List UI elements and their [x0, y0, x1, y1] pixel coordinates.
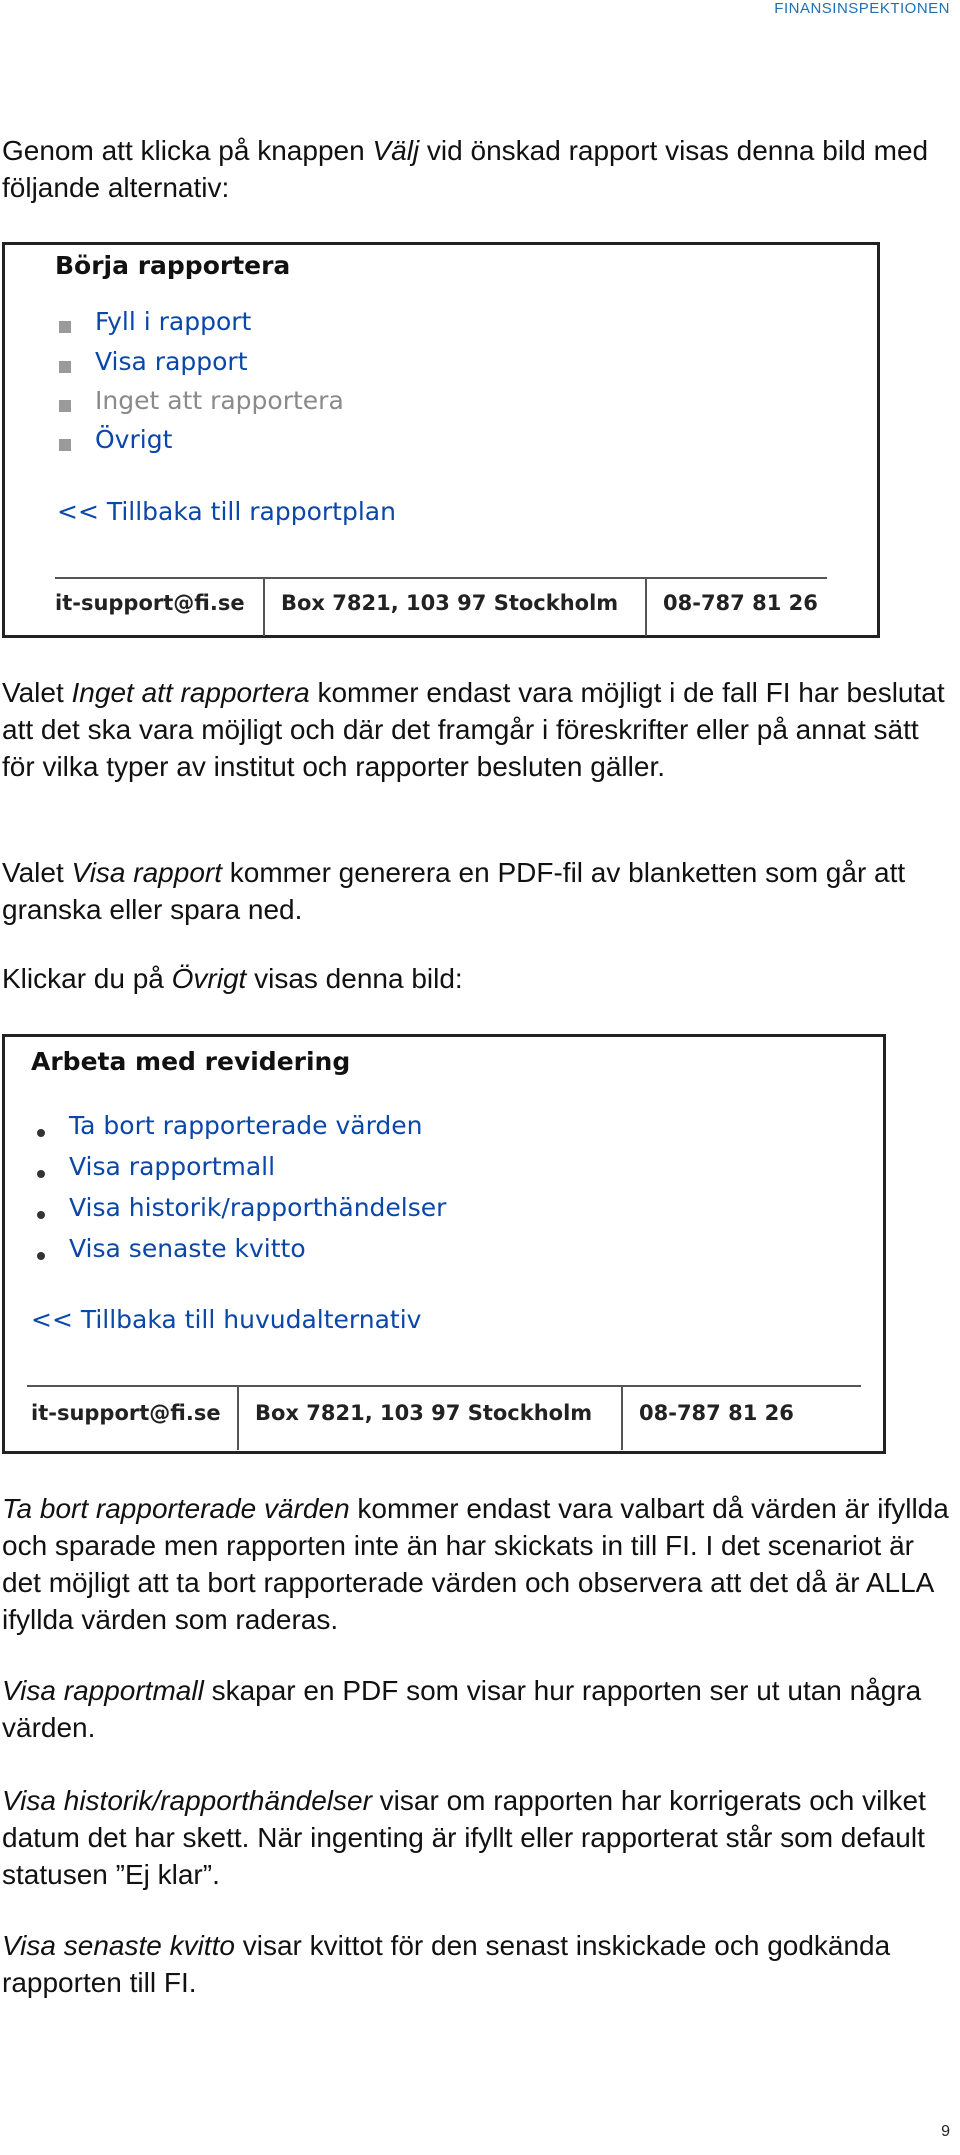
option-ta-bort-rapporterade-varden[interactable]: Ta bort rapporterade värden — [69, 1111, 423, 1140]
bullet-square-icon — [59, 400, 71, 412]
paragraph-historik — [2, 1782, 952, 1893]
footer-address: Box 7821, 103 97 Stockholm — [281, 591, 619, 615]
footer-separator — [237, 1386, 239, 1450]
footer-separator — [263, 578, 265, 636]
bullet-dot-icon — [37, 1211, 45, 1219]
bullet-square-icon — [59, 321, 71, 333]
back-to-huvudalternativ-link[interactable]: << Tillbaka till huvudalternativ — [31, 1305, 422, 1334]
paragraph-kvitto — [2, 1927, 952, 2001]
footer-phone: 08-787 81 26 — [663, 591, 818, 615]
footer-divider — [55, 577, 827, 579]
bullet-square-icon — [59, 361, 71, 373]
paragraph-text: visar om rapporten har korrigerats och vilket datum det har skett. När ingenting är ifyllt eller rapporterat står som default statusen ”Ej klar”. — [2, 1785, 926, 1890]
option-fyll-i-rapport[interactable]: Fyll i rapport — [95, 307, 252, 336]
paragraph-visa-rapport — [2, 854, 952, 928]
option-visa-historik[interactable]: Visa historik/rapporthändelser — [69, 1193, 447, 1222]
paragraph-text: Valet — [2, 857, 72, 888]
option-inget-att-rapportera: Inget att rapportera — [95, 386, 344, 415]
paragraph-emphasis: Övrigt — [171, 963, 247, 994]
paragraph-text: visas denna bild: — [246, 963, 463, 994]
back-to-rapportplan-link[interactable]: << Tillbaka till rapportplan — [57, 497, 396, 526]
intro-text-pre: Genom att klicka på knappen — [2, 135, 373, 166]
bullet-dot-icon — [37, 1170, 45, 1178]
paragraph-emphasis: Ta bort rapporterade värden — [2, 1493, 350, 1524]
paragraph-text: Valet — [2, 677, 72, 708]
footer-separator — [621, 1386, 623, 1450]
intro-paragraph — [2, 132, 952, 206]
screenshot2-title: Arbeta med revidering — [31, 1047, 351, 1076]
bullet-square-icon — [59, 439, 71, 451]
paragraph-emphasis: Visa historik/rapporthändelser — [2, 1785, 372, 1816]
paragraph-text: kommer generera en PDF-fil av blanketten som går att granska eller spara ned. — [2, 857, 906, 925]
footer-divider — [27, 1385, 861, 1387]
footer-email[interactable]: it-support@fi.se — [31, 1401, 221, 1425]
paragraph-text: visar kvittot för den senast inskickade och godkända rapporten till FI. — [2, 1930, 891, 1998]
paragraph-emphasis: Inget att rapportera — [71, 677, 310, 708]
screenshot1-title: Börja rapportera — [55, 251, 291, 280]
bullet-dot-icon — [37, 1252, 45, 1260]
paragraph-text: kommer endast vara möjligt i de fall FI har beslutat att det ska vara möjligt och där det framgår i föreskrifter eller på annat sätt för vilka typer av institut och rapporter besluten gäller. — [2, 677, 945, 782]
intro-text-post: vid önskad rapport visas denna bild med följande alternativ: — [2, 135, 929, 203]
paragraph-emphasis: Visa rapport — [71, 857, 222, 888]
page-number: 9 — [941, 2123, 950, 2140]
option-visa-rapportmall[interactable]: Visa rapportmall — [69, 1152, 276, 1181]
header-org: FINANSINSPEKTIONEN — [774, 0, 950, 17]
paragraph-text: kommer endast vara valbart då värden är ifyllda och sparade men rapporten inte än har skickats in till FI. I det scenariot är det möjligt att ta bort rapporterade värden och observera att det då är ALLA ifyllda värden som raderas. — [2, 1493, 949, 1635]
footer-phone: 08-787 81 26 — [639, 1401, 794, 1425]
option-ovrigt[interactable]: Övrigt — [95, 425, 173, 454]
screenshot-arbeta-med-revidering — [2, 1034, 886, 1454]
bullet-dot-icon — [37, 1129, 45, 1137]
screenshot-borja-rapportera — [2, 242, 880, 638]
paragraph-text: Klickar du på — [2, 963, 172, 994]
paragraph-klickar-ovrigt — [2, 960, 952, 997]
paragraph-inget-att-rapportera — [2, 674, 952, 785]
footer-email[interactable]: it-support@fi.se — [55, 591, 245, 615]
paragraph-rapportmall — [2, 1672, 952, 1746]
intro-emphasis: Välj — [372, 135, 420, 166]
paragraph-emphasis: Visa senaste kvitto — [2, 1930, 235, 1961]
footer-separator — [645, 578, 647, 636]
paragraph-text: skapar en PDF som visar hur rapporten ser ut utan några värden. — [2, 1675, 922, 1743]
footer-address: Box 7821, 103 97 Stockholm — [255, 1401, 593, 1425]
paragraph-emphasis: Visa rapportmall — [2, 1675, 204, 1706]
paragraph-ta-bort — [2, 1490, 952, 1638]
option-visa-rapport[interactable]: Visa rapport — [95, 347, 248, 376]
option-visa-senaste-kvitto[interactable]: Visa senaste kvitto — [69, 1234, 306, 1263]
